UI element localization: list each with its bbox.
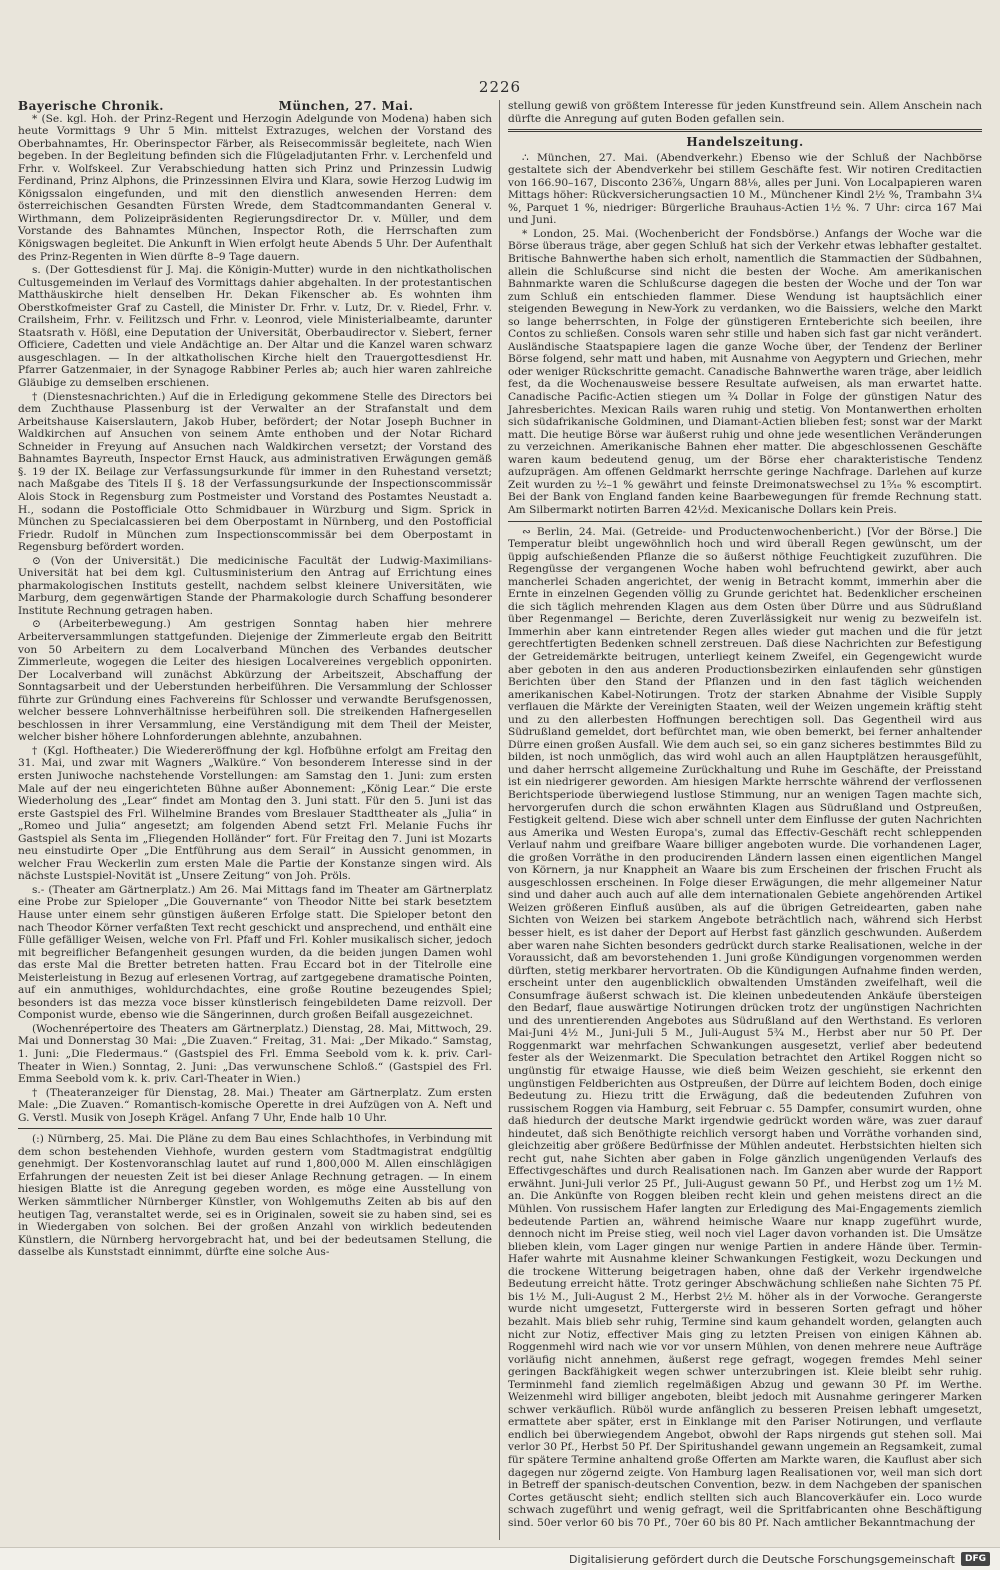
article-paragraph: * (Se. kgl. Hoh. der Prinz-Regent und Herzogin Adelgunde von Modena) haben sich heute Vormittags 9 Uhr 5 Min. mittelst Extrazuges, welchen der Vorstand des Oberbahnamtes, Hr. Oberinspector Färber, als Reisecommissär begleitete, nach Wien begeben. In der Begleitung befinden sich die Flügeladjutanten Frhr. v. Lerchenfeld und Frhr. v. Wolfskeel. Zur Verabschiedung hatten sich Prinz und Prinzessin Ludwig Ferdinand, Prinz Alphons, die Prinzessinnen Elvira und Klara, sowie Herzog Ludwig im Königssalon eingefunden, und mit den dienstlich anwesenden Herren: dem österreichischen Gesandten Fürsten Wrede, dem Stadtcommandanten General v. Wirthmann, dem Polizeipräsidenten Regierungsdirector Dr. v. Müller, und dem Vorstande des Bahnamtes München, Inspector Roth, die Herrschaften zum Königswagen begleitet. Die Ankunft in Wien erfolgt heute Abends 5 Uhr. Der Aufenthalt des Prinz-Regenten in Wien dürfte 8–9 Tage dauern. [18,112,492,263]
article-paragraph: † (Theateranzeiger für Dienstag, 28. Mai.) Theater am Gärtnerplatz. Zum ersten Male: „Die Zuaven.“ Romantisch-komische Operette in drei Aufzügen von A. Neft und G. Verstl. Musik von Joseph Krägel. Anfang 7 Uhr, Ende halb 10 Uhr. [18,1086,492,1124]
section-title-text: Bayerische Chronik. [18,99,164,113]
page-number: 2226 [478,78,522,96]
article-paragraph: ⊙ (Von der Universität.) Die medicinische Facultät der Ludwig-Maximilians-Universität hat bei dem kgl. Cultusministerium den Antrag auf Errichtung eines pharmakologischen Instituts gestellt, nachdem selbst kleinere Universitäten, wie Marburg, dem gegenwärtigen Stande der Pharmakologie durch Schaffung besonderer Institute Rechnung getragen haben. [18,554,492,617]
section-title-bayerische-chronik [18,100,492,113]
article-paragraph: s.- (Theater am Gärtnerplatz.) Am 26. Mai Mittags fand im Theater am Gärtnerplatz eine Probe zur Spieloper „Die Gouvernante“ von Theodor Nitte bei stark besetztem Hause unter einem sehr günstigen äußeren Erfolge statt. Die Spieloper betont den nach Theodor Körner verfaßten Text recht geschickt und ansprechend, und enthält eine Fülle gefälliger Weisen, welche von Frl. Pfaff und Frl. Kohler musikalisch sicher, jedoch mit begreiflicher Befangenheit gesungen wurden, da die beiden jungen Damen wohl das erste Mal die Bretter betreten hatten. Frau Eccard bot in der Titelrolle eine Meisterleistung in Bezug auf erlesenen Vortrag, auf zartgegebene dramatische Pointen, auf ein anmuthiges, wohldurchdachtes, eine große Routine bezeugendes Spiel; besonders ist das mezza voce bisser künstlerisch feingebildeten Dame reizvoll. Der Componist wurde, ebenso wie die Sängerinnen, durch großen Beifall ausgezeichnet. [18,883,492,1022]
continuation-paragraph: stellung gewiß von größtem Interesse für jeden Kunstfreund sein. Allem Anschein nach dürfte die Anregung auf guten Boden gefallen sein. [508,100,982,125]
left-column [18,100,492,1260]
article-paragraph-nuernberg: (:) Nürnberg, 25. Mai. Die Pläne zu dem Bau eines Schlachthofes, in Verbindung mit dem schon bestehenden Viehhofe, wurden gestern vom Stadtmagistrat endgültig genehmigt. Der Kostenvoranschlag lautet auf rund 1,800,000 M. Allen einschlägigen Erfahrungen der neuesten Zeit ist bei dieser Anlage Rechnung getragen. — In einem hiesigen Blatte ist die Anregung gegeben worden, es möge eine Ausstellung von Werken sämmtlicher Nürnberger Künstler, von Wohlgemuths Zeiten ab bis auf den heutigen Tag, veranstaltet werde, sei es in Originalen, soweit sie zu haben sind, sei es in Wiedergaben von solchen. Bei der großen Anzahl von wirklich bedeutenden Künstlern, die Nürnberg hervorgebracht hat, und bei der bedeutsamen Stellung, die dasselbe als Kunststadt einnimmt, dürfte eine solche Aus- [18,1133,492,1259]
section-divider [508,521,982,522]
right-column [508,100,982,1530]
article-paragraph: * London, 25. Mai. (Wochenbericht der Fondsbörse.) Anfangs der Woche war die Börse überaus träge, aber gegen Schluß hat sich der Verkehr etwas lebhafter gestaltet. Britische Bahnwerthe haben sich erholt, namentlich die Stammactien der Südbahnen, allein die Schlußcurse sind nicht die besten der Woche. Am amerikanischen Bahnmarkte waren die Schlußcurse dagegen die besten der Woche und der Ton war zum Schluß ein entschieden flammer. Diese Wendung ist hauptsächlich einer steigenden Bewegung in New-York zu verdanken, wo die Baissiers, welche den Markt so lange beherrschten, in Folge der günstigeren Ernteberichte sich beeilen, ihre Contos zu schließen. Consols waren sehr stille und haben sich fast gar nicht verändert. Ausländische Staatspapiere lagen die ganze Woche über, der Tendenz der Berliner Börse folgend, sehr matt und haben, mit Ausnahme von Aegyptern und Griechen, mehr oder weniger Rückschritte gemacht. Canadische Bahnwerthe waren träge, aber leidlich fest, da die Wochenausweise bessere Resultate aufweisen, als man erwartet hatte. Canadische Pacific-Actien stiegen um ¾ Dollar in Folge der günstigen Natur des Jahresberichtes. Mexican Rails waren ruhig und stetig. Von Montanwerthen erholten sich südafrikanische Goldminen, und Diamant-Actien blieben fest; sonst war der Markt matt. Die heutige Börse war äußerst ruhig und ohne jede wesentlichen Veränderungen zu verzeichnen. Amerikanische Bahnen eher matter. Die abgeschlossenen Geschäfte waren kaum bedeutend genug, um der Börse eher charakteristische Tendenz aufzuprägen. Am offenen Geldmarkt herrschte geringe Nachfrage. Darlehen auf kurze Zeit wurden zu ½–1 % gewährt und feinste Dreimonatswechsel zu 1⁵⁄₁₆ % escomptirt. Bei der Bank von England fanden keine Baarbewegungen für fremde Rechnung statt. Am Silbermarkt notirten Barren 42½d. Mexicanische Dollars kein Preis. [508,227,982,516]
footer-text: Digitalisierung gefördert durch die Deutsche Forschungsgemeinschaft [569,1552,955,1566]
section-title-handelszeitung: Handelszeitung. [686,135,804,150]
article-paragraph: † (Kgl. Hoftheater.) Die Wiedereröffnung der kgl. Hofbühne erfolgt am Freitag den 31. Mai, und zwar mit Wagners „Walküre.“ Von besonderem Interesse sind in der ersten Juniwoche nachstehende Vorstellungen: am Samstag den 1. Juni: zum ersten Male auf der neu eingerichteten Bühne außer Abonnement: „König Lear.“ Die erste Wiederholung des „Lear“ findet am Montag den 3. Juni statt. Für den 5. Juni ist das erste Gastspiel des Frl. Wilhelmine Brandes vom Breslauer Stadttheater als „Julia“ in „Romeo und Julia“ angesetzt; am folgenden Abend setzt Frl. Melanie Fuchs ihr Gastspiel als Senta im „Fliegenden Holländer“ fort. Für Freitag den 7. Juni ist Mozarts neu einstudirte Oper „Die Entführung aus dem Serail“ in Aussicht genommen, in welcher Frau Weckerlin zum ersten Male die Partie der Konstanze singen wird. Als nächste Lustspiel-Novität ist „Unsere Zeitung“ von Joh. Pröls. [18,744,492,883]
footer [0,1547,1000,1570]
article-paragraph: ∴ München, 27. Mai. (Abendverkehr.) Ebenso wie der Schluß der Nachbörse gestaltete sich der Abendverkehr bei stillem Geschäfte fest. Wir notiren Creditactien von 166.90–167, Disconto 236⅞, Ungarn 88⅛, alles per Juni. Von Localpapieren waren Mittags höher: Rückversicherungsactien 10 M., Münchener Kindl 2½ %, Trambahn 3¼ %, Parquet 1 %, niedriger: Bürgerliche Brauhaus-Actien 1½ %. 7 Uhr: circa 167 Mai und Juni. [508,151,982,227]
article-paragraph: † (Dienstesnachrichten.) Auf die in Erledigung gekommene Stelle des Directors bei dem Zuchthause Plassenburg ist der Verwalter an der Strafanstalt und dem Arbeitshause Kaiserslautern, Jakob Huber, befördert; der Notar Joseph Buchner in Waldkirchen auf Ansuchen von seinem Amte enthoben und der Notar Richard Schneider in Freyung auf Ansuchen nach Waldkirchen versetzt; der Vorstand des Bahnamtes Bayreuth, Inspector Ernst Hauck, aus administrativen Erwägungen gemäß §. 19 der IX. Beilage zur Verfassungsurkunde für immer in den Ruhestand versetzt; nach Maßgabe des Titels II §. 18 der Verfassungsurkunde der Inspectionscommissär Alois Stock in Regensburg zum Postmeister und Vorstand des Postamtes Neustadt a. H., sodann die Postofficiale Otto Schmidbauer in Würzburg und Sigm. Sprick in München zu Specialcassieren bei dem Oberpostamt in Nürnberg, und den Postofficial Friedr. Rudolf in München zum Inspectionscommissär bei dem Oberpostamt in Regensburg befördert worden. [18,390,492,554]
column-divider [499,100,500,1540]
article-paragraph: (Wochenrépertoire des Theaters am Gärtnerplatz.) Dienstag, 28. Mai, Mittwoch, 29. Mai und Donnerstag 30 Mai: „Die Zuaven.“ Freitag, 31. Mai: „Der Mikado.“ Samstag, 1. Juni: „Die Fledermaus.“ (Gastspiel des Frl. Emma Seebold vom k. k. priv. Carl-Theater in Wien.) Sonntag, 2. Juni: „Das verwunschene Schloß.“ (Gastspiel des Frl. Emma Seebold vom k. k. priv. Carl-Theater in Wien.) [18,1022,492,1086]
section-divider [508,129,982,132]
article-paragraph-berlin: ∾ Berlin, 24. Mai. (Getreide- und Productenwochenbericht.) [Vor der Börse.] Die Temperatur bleibt ungewöhnlich hoch und wird überall Regen gewünscht, um der üppig aufschießenden Pflanze die so äußerst nöthige Feuchtigkeit zuzuführen. Die Regengüsse der vergangenen Woche haben wohl befruchtend gewirkt, aber auch mancherlei Schaden angerichtet, der wenig in Betracht kommt, immerhin aber die Ernte in einzelnen Gegenden völlig zu Grunde gerichtet hat. Bedenklicher erscheinen die sich täglich mehrenden Klagen aus dem Osten über Dürre und aus Südrußland über Regenmangel — Berichte, deren Zuverlässigkeit nur wenig zu bezweifeln ist. Immerhin aber kann eintretender Regen alles wieder gut machen und die für jetzt gerechtfertigten Bedenken schnell zerstreuen. Daß diese Nachrichten zur Befestigung der Getreidemärkte beitrugen, unterliegt keinem Zweifel, ein Gegengewicht wurde aber geboten in den aus anderen Productionsbezirken einlaufenden sehr günstigen Berichten über den Stand der Pflanzen und in den fast täglich weichenden amerikanischen Kabel-Notirungen. Trotz der starken Abnahme der Visible Supply verflauen die Märkte der Vereinigten Staaten, weil der Weizen ungemein kräftig steht und zu den allerbesten Hoffnungen berechtigen soll. Das Gegentheil wird aus Südrußland gemeldet, dort befürchtet man, wie oben bemerkt, bei ferner anhaltender Dürre einen großen Ausfall. Wie dem auch sei, so ein ganz sicheres bestimmtes Bild zu bilden, ist noch unmöglich, das wird wohl auch an allen Hauptplätzen herausgefühlt, und daher herrscht allgemeine Zurückhaltung und Ruhe im Geschäfte, der Preisstand ist ein niedrigerer geworden. Am hiesigen Markte herrschte während der verflossenen Berichtsperiode überwiegend lustlose Stimmung, nur an wenigen Tagen machte sich, hervorgerufen durch die schon erwähnten Klagen aus Südrußland und Ostpreußen, Festigkeit geltend. Diese wich aber schnell unter dem Einflusse der guten Nachrichten aus Amerika und Westen Europa's, zumal das Effectiv-Geschäft recht schleppenden Verlauf nahm und greifbare Waare billiger angeboten wurde. Die vorhandenen Lager, die großen Vorräthe in den producirenden Ländern lassen einen eigentlichen Mangel von Körnern, ja nur Knappheit an Waare bis zum Erscheinen der frischen Frucht als ausgeschlossen erscheinen. In Folge dieser Erwägungen, die mehr allgemeiner Natur sind und daher auch auch auf alle dem internationalen Gebiete angehörenden Artikel Weizen größeren Einfluß ausüben, als auf die übrigen Getreidearten, gaben nahe Sichten von Weizen bei starkem Angebote beträchtlich nach, während sich Herbst besser hielt, es ist daher der Deport auf Herbst fast gänzlich geschwunden. Außerdem aber waren nahe Sichten besonders gedrückt durch starke Realisationen, welche in der Voraussicht, daß am bevorstehenden 1. Juni große Kündigungen vorgenommen werden dürften, stetig merkbarer hervortraten. Ob die Kündigungen Aufnahme finden werden, erscheint unter den augenblicklich obwaltenden Umständen zweifelhaft, weil die Consumfrage äußerst schwach ist. Die kleinen unbedeutenden Ankäufe übersteigen den Bedarf, flaue auswärtige Notirungen drücken trotz der ungünstigen Nachrichten und des unrentierenden Angebotes aus Südrußland auf den Werthstand. Es verloren Mai-Juni 4½ M., Juni-Juli 5 M., Juli-August 5¾ M., Herbst aber nur 50 Pf. Der Roggenmarkt war mehrfachen Schwankungen ausgesetzt, verlief aber bedeutend fester als der Weizenmarkt. Die Speculation betrachtet den Artikel Roggen nicht so ungünstig für etwaige Hausse, wie dieß beim Weizen geschieht, sie erkennt den ungünstigen Feldberichten aus Ostpreußen, der Dürre auf leichtem Boden, doch einige Bedeutung zu. Hiezu tritt die Erwägung, daß die bedeutenden Zufuhren von russischem Roggen via Hamburg, seit Februar c. 55 Dampfer, consumirt wurden, ohne daß hiedurch der deutsche Markt irgendwie gedrückt worden wäre, was zuer darauf hindeutet, daß sich Benöthigte reichlich versorgt haben und Vorräthe vorhanden sind, gleichzeitig aber größere Bedürfnisse der Mühlen andeutet. Herbstsichten hielten sich recht gut, nahe Sichten aber gaben in Folge gänzlich ungenügenden Verlaufs des Effectivgeschäftes und durch Realisationen nach. Im Ganzen aber wurde der Rapport erwähnt. Juni-Juli verlor 25 Pf., Juli-August gewann 50 Pf., und Herbst zog um 1½ M. an. Die Ankünfte von Roggen bleiben recht klein und gehen meistens direct an die Mühlen. Von russischem Hafer langten zur Erledigung des Mai-Engagements ziemlich bedeutende Partien an, während heimische Waare nur knapp zugeführt wurde, dennoch nicht im Preise stieg, weil noch viel Lager davon vorhanden ist. Die Umsätze blieben klein, vom Lager gingen nur wenige Partien in andere Hände über. Termin-Hafer wahrte mit Ausnahme kleiner Schwankungen Festigkeit, wozu Deckungen und die trockene Witterung beigetragen haben, ohne daß der Verkehr irgendwelche Bedeutung erreicht hätte. Trotz geringer Abschwächung schließen nahe Sichten 75 Pf. bis 1½ M., Juli-August 2 M., Herbst 2½ M. höher als in der Vorwoche. Gerangerste wurde nicht umgesetzt, Futtergerste wird in besseren Sorten gefragt und höher bezahlt. Mais blieb sehr ruhig, Termine sind kaum gehandelt worden, gelangten auch nicht zur Notiz, effectiver Mais ging zu letzten Preisen von einigen Kähnen ab. Roggenmehl wird nach wie vor vor unsern Mühlen, von denen mehrere neue Aufträge vorläufig nicht annehmen, äußerst rege gefragt, wogegen fremdes Mehl seiner geringen Backfähigkeit wegen schwer unterzubringen ist. Kleie bleibt sehr ruhig. Terminmehl fand ziemlich regelmäßigen Abzug und gewann 30 Pf. im Werthe. Weizenmehl wird billiger angeboten, bleibt jedoch mit Ausnahme geringerer Marken schwer verkäuflich. Rüböl wurde anfänglich zu besseren Preisen lebhaft umgesetzt, ermattete aber später, erst in Einklange mit den Pariser Notirungen, und verflaute endlich bei überwiegendem Angebot, obwohl der Raps nirgends gut stehen soll. Mai verlor 30 Pf., Herbst 50 Pf. Der Spiritushandel gewann ungemein an Regsamkeit, zumal für spätere Termine anhaltend große Offerten am Markte waren, die Kauflust aber sich dagegen nur zögernd zeigte. Von Hamburg lagen Realisationen vor, weil man sich dort in Betreff der spanisch-deutschen Convention, bezw. in dem Nachgeben der spanischen Cortes getäuscht sieht; endlich stellten sich auch Blancoverkäufer ein. Loco wurde schwach zugeführt und wenig gefragt, weil die Spritfabricanten ohne Beschäftigung sind. 50er verlor 60 bis 70 Pf., 70er 60 bis 80 Pf. Nach amtlicher Bekanntmachung der [508,525,982,1529]
article-paragraph: ⊙ (Arbeiterbewegung.) Am gestrigen Sonntag haben hier mehrere Arbeiterversammlungen stattgefunden. Diejenige der Zimmerleute ergab den Beitritt von 50 Arbeitern zu dem Localverband München des Verbandes deutscher Zimmerleute, wogegen die Leiter des hiesigen Localvereines vergeblich opponirten. Der Localverband will zunächst Abkürzung der Arbeitszeit, Abschaffung der Sonntagsarbeit und der Ueberstunden herbeiführen. Die Versammlung der Schlosser führte zur Gründung eines Fachvereins für Schlosser und verwandte Berufsgenossen, welcher bessere Lohnverhältnisse herbeiführen soll. Die streikenden Hafnergesellen beschlossen in ihrer Versammlung, eine Verständigung mit dem Theil der Meister, welcher bisher höhere Lohnforderungen ablehnte, anzubahnen. [18,618,492,744]
section-divider [18,1128,492,1129]
dfg-logo: DFG [961,1552,990,1566]
dateline: München, 27. Mai. [278,99,414,113]
article-paragraph: s. (Der Gottesdienst für J. Maj. die Königin-Mutter) wurde in den nichtkatholischen Cultusgemeinden im Verlauf des Vormittags dahier abgehalten. In der protestantischen Matthäuskirche hielt denselben Hr. Dekan Fikenscher ab. Es wohnten ihm Oberstkofmeister Graf zu Castell, die Minister Dr. Frhr. v. Lutz, Dr. v. Riedel, Frhr. v. Crailsheim, Frhr. v. Feilitzsch und Frhr. v. Leonrod, viele Ministerialbeamte, darunter Staatsrath v. Hößl, eine Deputation der Universität, Oberbaudirector v. Siebert, ferner Officiere, Cadetten und viele Andächtige an. Der Altar und die Kanzel waren schwarz ausgeschlagen. — In der altkatholischen Kirche hielt den Trauergottesdienst Hr. Pfarrer Gatzenmaier, in der Synagoge Rabbiner Perles ab; auch hier waren zahlreiche Gläubige zu demselben erschienen. [18,264,492,390]
